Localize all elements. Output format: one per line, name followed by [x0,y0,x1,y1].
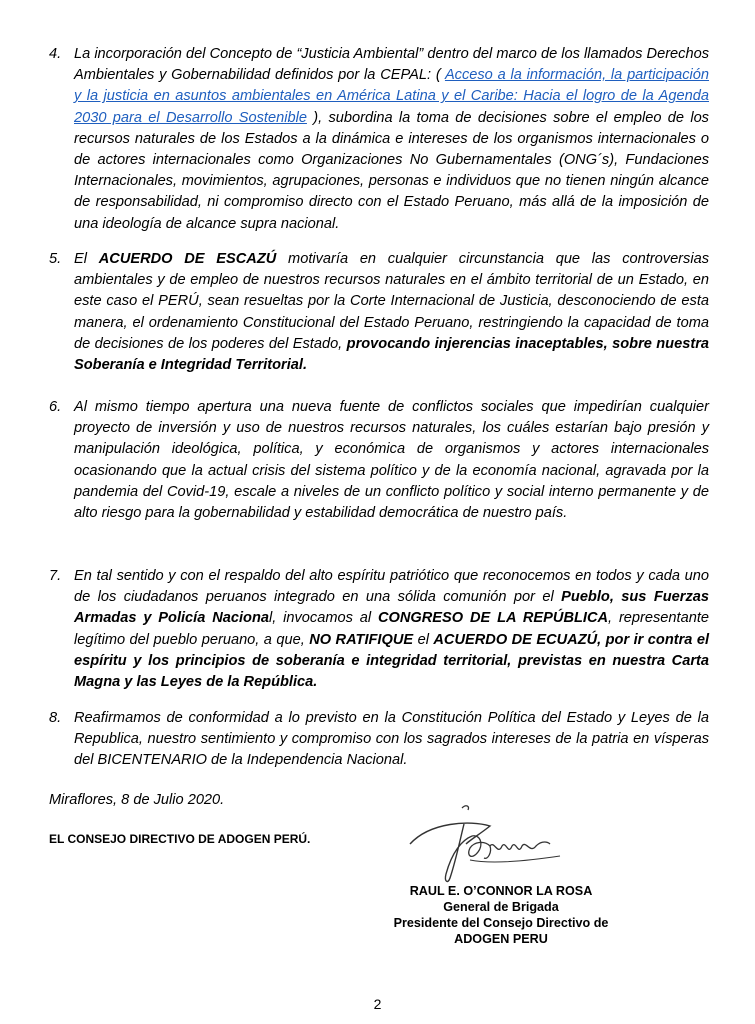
signature-block [370,883,632,947]
item-text [74,397,709,524]
item-text-part: motivaría en cualquier circunstancia que las controversias ambientales y de empleo de nuestros recursos naturales en el ámbito territorial de un Estado, en este caso el PERÚ, sean resueltas por la Corte Internacional de Justicia, desconociendo de esta manera, el ordenamiento Constitucional del Estado Peruano, restringiendo la capacidad de toma de decisiones de los poderes del Estado, [74,251,709,352]
item-number: 8. [49,710,62,726]
list-item-6 [49,397,709,524]
signatory-org: ADOGEN PERU [454,932,548,946]
item-number: 5. [49,251,62,267]
council-line: EL CONSEJO DIRECTIVO DE ADOGEN PERÚ. [49,832,311,846]
item-text-part: el [413,631,434,648]
signatory-role: Presidente del Consejo Directivo de [393,916,609,930]
list-item-8 [49,708,709,772]
page-number: 2 [373,996,382,1012]
item-text-part: l, invocamos al [268,610,378,627]
document-date: Miraflores, 8 de Julio 2020. [49,792,225,808]
item-bold-text: Pueblo, sus Fuerzas Armadas y Policía Naciona [74,589,709,627]
item-text-part: , representante legítimo del pueblo peruano, a que, [74,610,710,648]
item-text [74,708,709,772]
signatory-name: RAUL E. O’CONNOR LA ROSA [409,884,593,898]
signatory-rank: General de Brigada [443,900,559,914]
item-text [74,249,709,376]
item-text-part: En tal sentido y con el respaldo del alto espíritu patriótico que reconocemos en todos y cada uno de los ciudadanos peruanos integrado en una sólida comunión por el [74,568,709,606]
item-bold-text: provocando injerencias inaceptables, sobre nuestra Soberanía e Integridad Territorial. [74,335,709,374]
item-number: 6. [49,399,62,415]
cepal-document-link[interactable]: Acceso a la información, la participación y la justicia en asuntos ambientales en América Latina y el Caribe: Hacia el logro de la Agenda 2030 para el Desarrollo Sostenible [74,67,710,126]
item-number: 4. [49,46,62,62]
item-text-part: Reafirmamos de conformidad a lo previsto en la Constitución Política del Estado y Leyes de la Republica, nuestro sentimiento y compromiso con los sagrados intereses de la patria en vísperas del BICENTENARIO de la Independencia Nacional. [74,710,709,769]
list-item-4 [49,44,709,235]
item-bold-text: NO RATIFIQUE [309,631,414,648]
item-text-part: ), subordina la toma de decisiones sobre el empleo de los recursos naturales de los Estados a la dinámica e intereses de los organismos internacionales o de actores internacionales como Organizaciones No Gubernamentales (ONG´s), Fundaciones Internacionales, movimientos, agrupaciones, personas e individuos que no tienen ningún alcance de responsabilidad, ni compromiso directo con el Estado Peruano, más allá de la imposición de una ideología de alcance supra nacional. [74,109,709,232]
list-item-5 [49,249,709,376]
item-bold-text: CONGRESO DE LA REPÚBLICA [377,610,609,627]
item-text [74,44,709,235]
item-text [74,566,709,693]
item-text-part: La incorporación del Concepto de “Justicia Ambiental” dentro del marco de los llamados Derechos Ambientales y Gobernabilidad definidos por la CEPAL: ( [74,46,709,84]
item-text-part: Al mismo tiempo apertura una nueva fuente de conflictos sociales que impedirían cualquier proyecto de inversión y uso de nuestros recursos naturales, los cuáles estarían bajo presión y manipulación ideológica, política, y económica de organismos y actores internacionales ocasionando que la actual crisis del sistema político y de la economía nacional, agravada por la pandemia del Covid-19, escale a niveles de un conflicto político y social interno permanente y de alto riesgo para la gobernabilidad y estabilidad democrática de nuestro país. [74,399,709,522]
item-bold-text: ACUERDO DE ESCAZÚ [98,251,277,267]
list-item-7 [49,566,709,693]
item-number: 7. [49,568,62,584]
item-text-part: El [74,251,99,267]
item-bold-text: ACUERDO DE ECUAZÚ, por ir contra el espíritu y los principios de soberanía e integridad territorial, previstas en nuestra Carta Magna y las Leyes de la República. [74,631,710,691]
handwritten-signature [400,800,570,890]
